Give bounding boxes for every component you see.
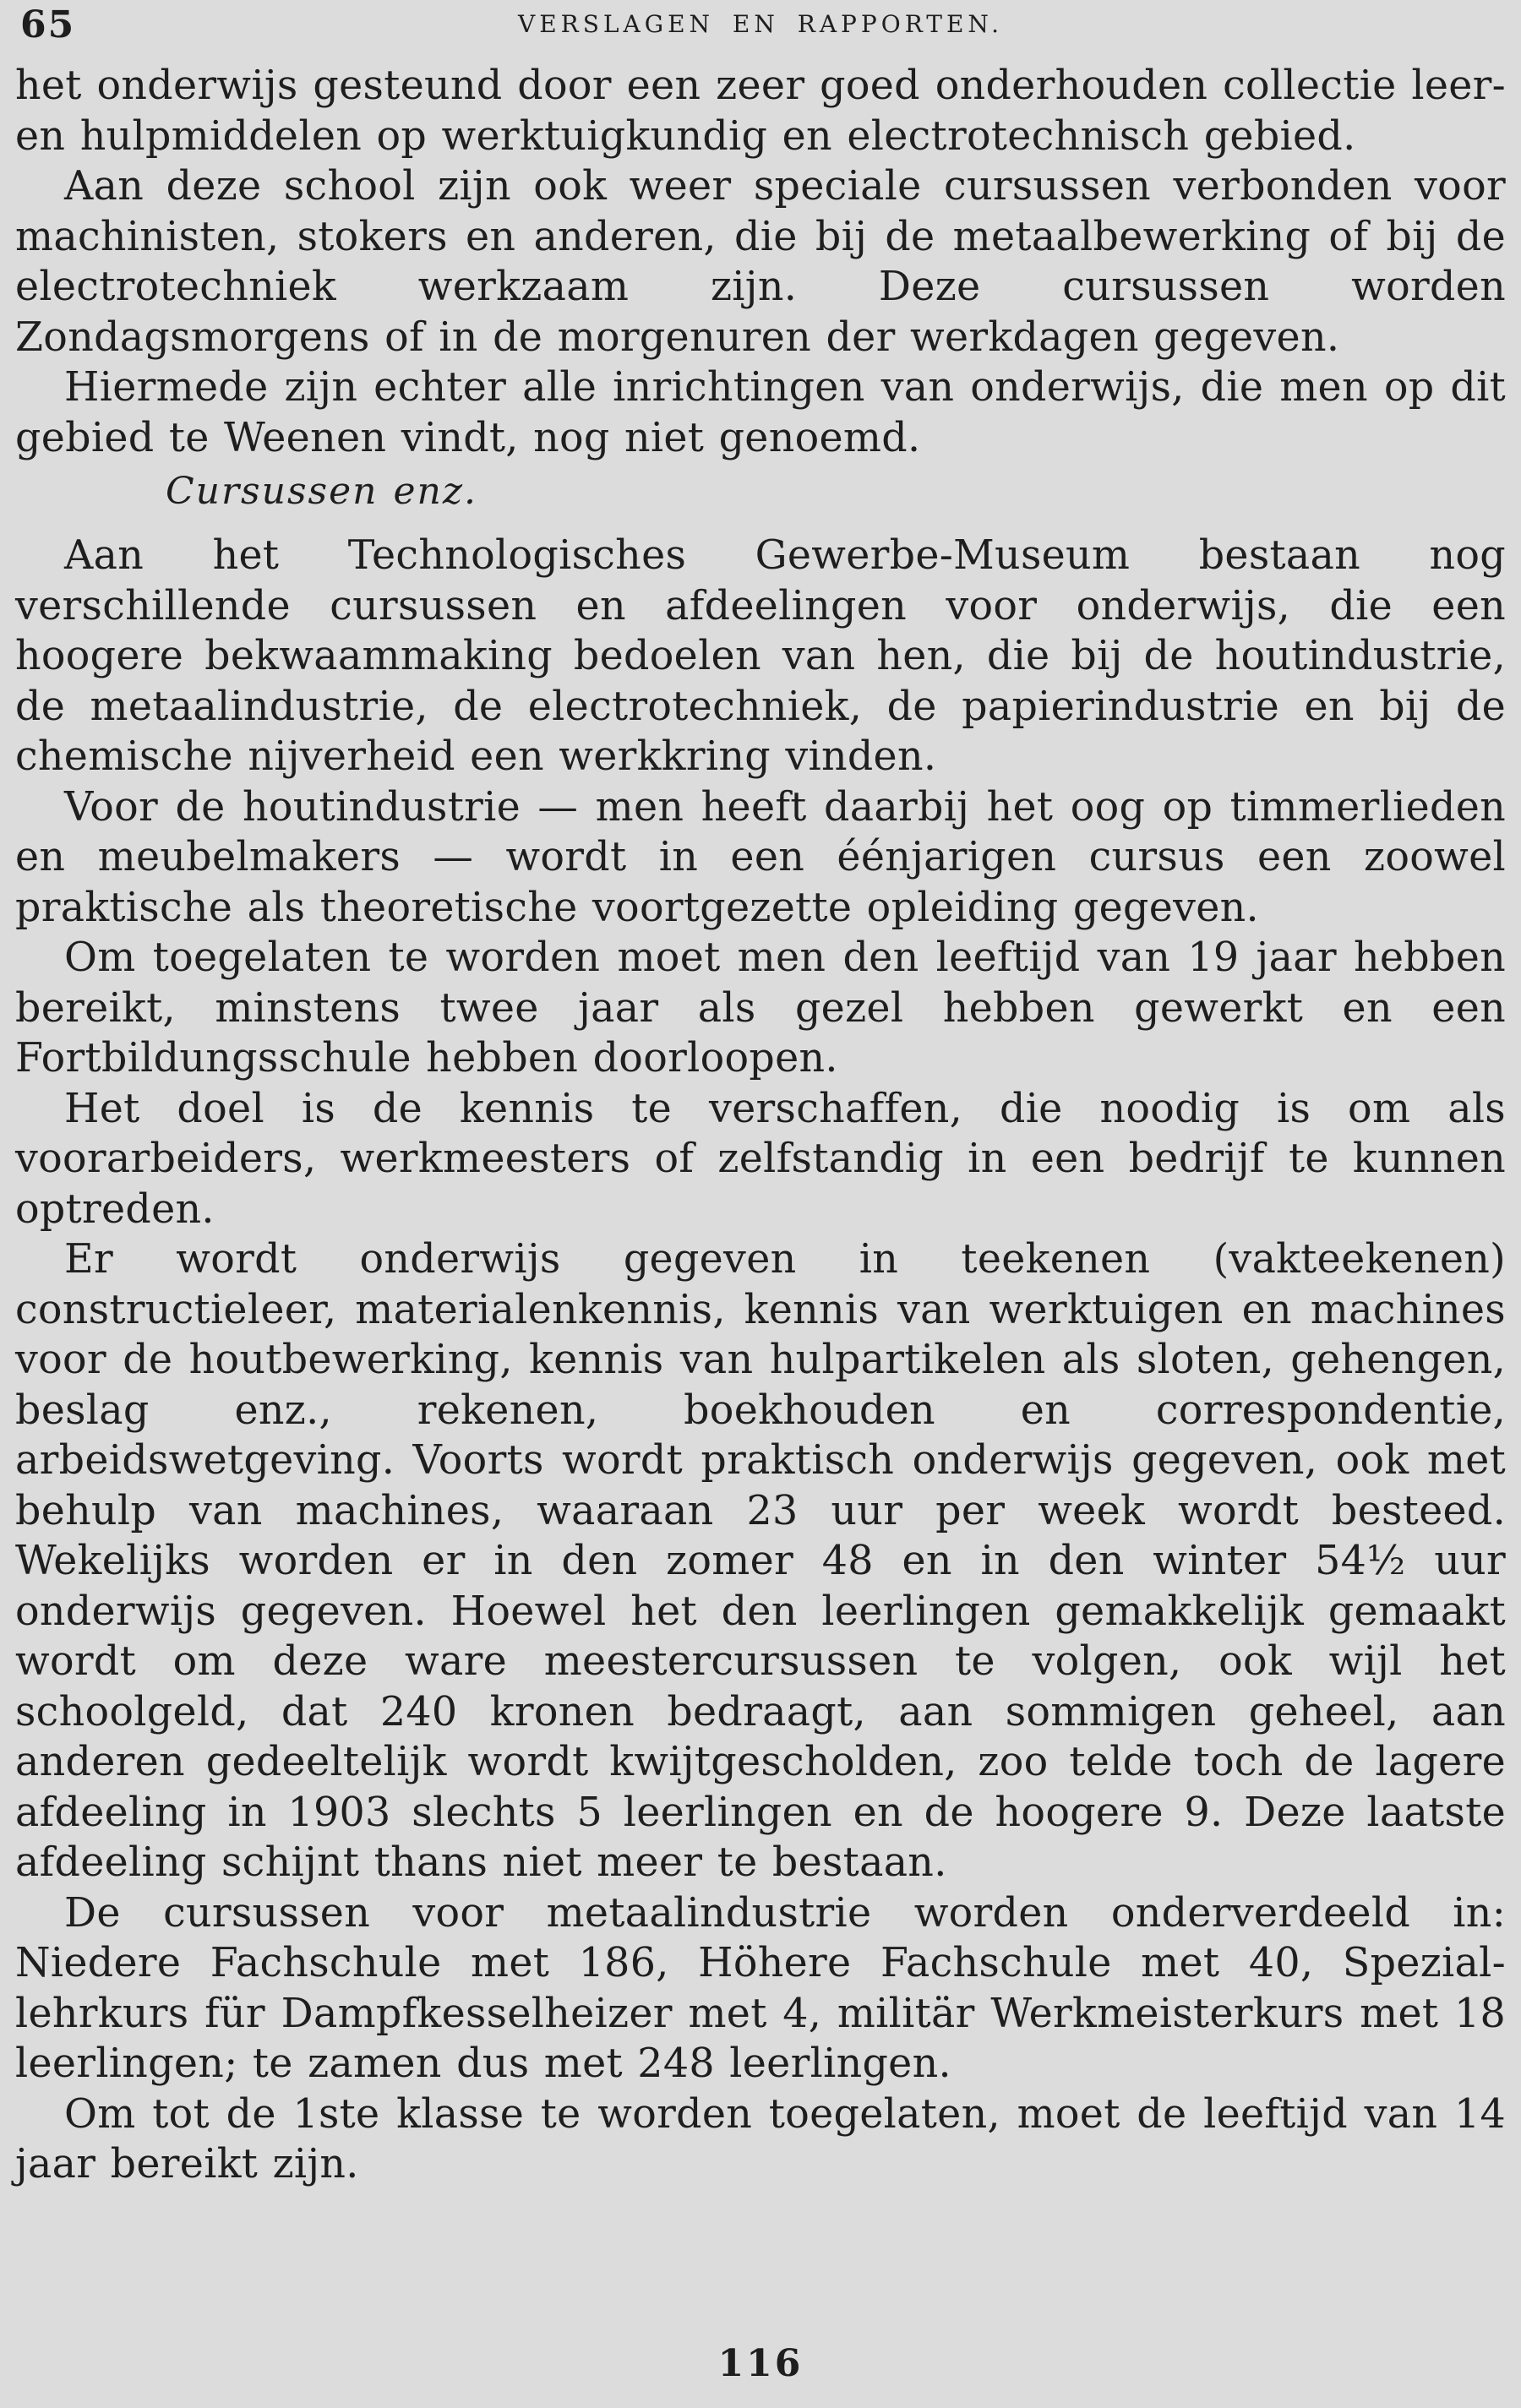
body-text: [15, 61, 1506, 2190]
paragraph: Aan het Technologisches Gewerbe-Museum bestaan nog verschillende cursussen en afdeelingen voor onderwijs, die een hoogere bekwaammaking bedoelen van hen, die bij de houtindustrie, de metaalindustrie, de electrotechniek, de papierindustrie en bij de chemische nijverheid een werkkring vinden.: [15, 532, 1506, 780]
paragraph: Om tot de 1ste klasse te worden toegelaten, moet de leeftijd van 14 jaar bereikt zijn.: [15, 2090, 1506, 2187]
paragraph: Hiermede zijn echter alle inrichtingen van onderwijs, die men op dit gebied te Weenen vindt, nog niet genoemd.: [15, 364, 1506, 461]
section-heading: Cursussen enz.: [166, 470, 478, 513]
paragraphs-top: [15, 61, 1506, 463]
paragraph: het onderwijs gesteund door een zeer goed onderhouden collectie leer- en hulpmiddelen op werktuigkundig en electrotechnisch gebied.: [15, 63, 1506, 160]
paragraph: Voor de houtindustrie — men heeft daarbij het oog op timmerlieden en meubelmakers — wordt in een éénjarigen cursus een zoowel praktische als theoretische voortgezette opleiding gegeven.: [15, 783, 1506, 931]
page-number: 65: [20, 3, 76, 46]
paragraph: De cursussen voor metaalindustrie worden onderverdeeld in: Niedere Fachschule met 186, Höhere Fachschule met 40, Spezial-lehrkurs für Dampfkesselheizer met 4, militär Werkmeisterkurs met 18 leerlingen; te zamen dus met 248 leerlingen.: [15, 1889, 1506, 2087]
paragraph: Aan deze school zijn ook weer speciale cursussen verbonden voor machinisten, stokers en anderen, die bij de metaalbewerking of bij de electrotechniek werkzaam zijn. Deze cursussen worden Zondagsmorgens of in de morgenuren der werkdagen gegeven.: [15, 163, 1506, 361]
paragraph: Om toegelaten te worden moet men den leeftijd van 19 jaar hebben bereikt, minstens twee jaar als gezel hebben gewerkt en een Fortbildungsschule hebben doorloopen.: [15, 934, 1506, 1081]
running-title: VERSLAGEN EN RAPPORTEN.: [517, 10, 1004, 38]
page-header: [15, 0, 1506, 61]
paragraph: Er wordt onderwijs gegeven in teekenen (vakteekenen) constructieleer, materialenkennis, kennis van werktuigen en machines voor de houtbewerking, kennis van hulpartikelen als sloten, gehengen, beslag enz., rekenen, boekhouden en correspondentie, arbeidswetgeving. Voorts wordt praktisch onderwijs gegeven, ook met behulp van machines, waaraan 23 uur per week wordt besteed. Wekelijks worden er in den zomer 48 en in den winter 54½ uur onderwijs gegeven. Hoewel het den leerlingen gemakkelijk gemaakt wordt om deze ware meestercursussen te volgen, ook wijl het schoolgeld, dat 240 kronen bedraagt, aan sommigen geheel, aan anderen gedeeltelijk wordt kwijtgescholden, zoo telde toch de lagere afdeeling in 1903 slechts 5 leerlingen en de hoogere 9. Deze laatste afdeeling schijnt thans niet meer te bestaan.: [15, 1236, 1506, 1886]
paragraph: Het doel is de kennis te verschaffen, die noodig is om als voorarbeiders, werkmeesters of zelfstandig in een bedrijf te kunnen optreden.: [15, 1085, 1506, 1233]
paragraphs-bottom: [15, 531, 1506, 2190]
signature-mark: 116: [717, 2342, 804, 2385]
